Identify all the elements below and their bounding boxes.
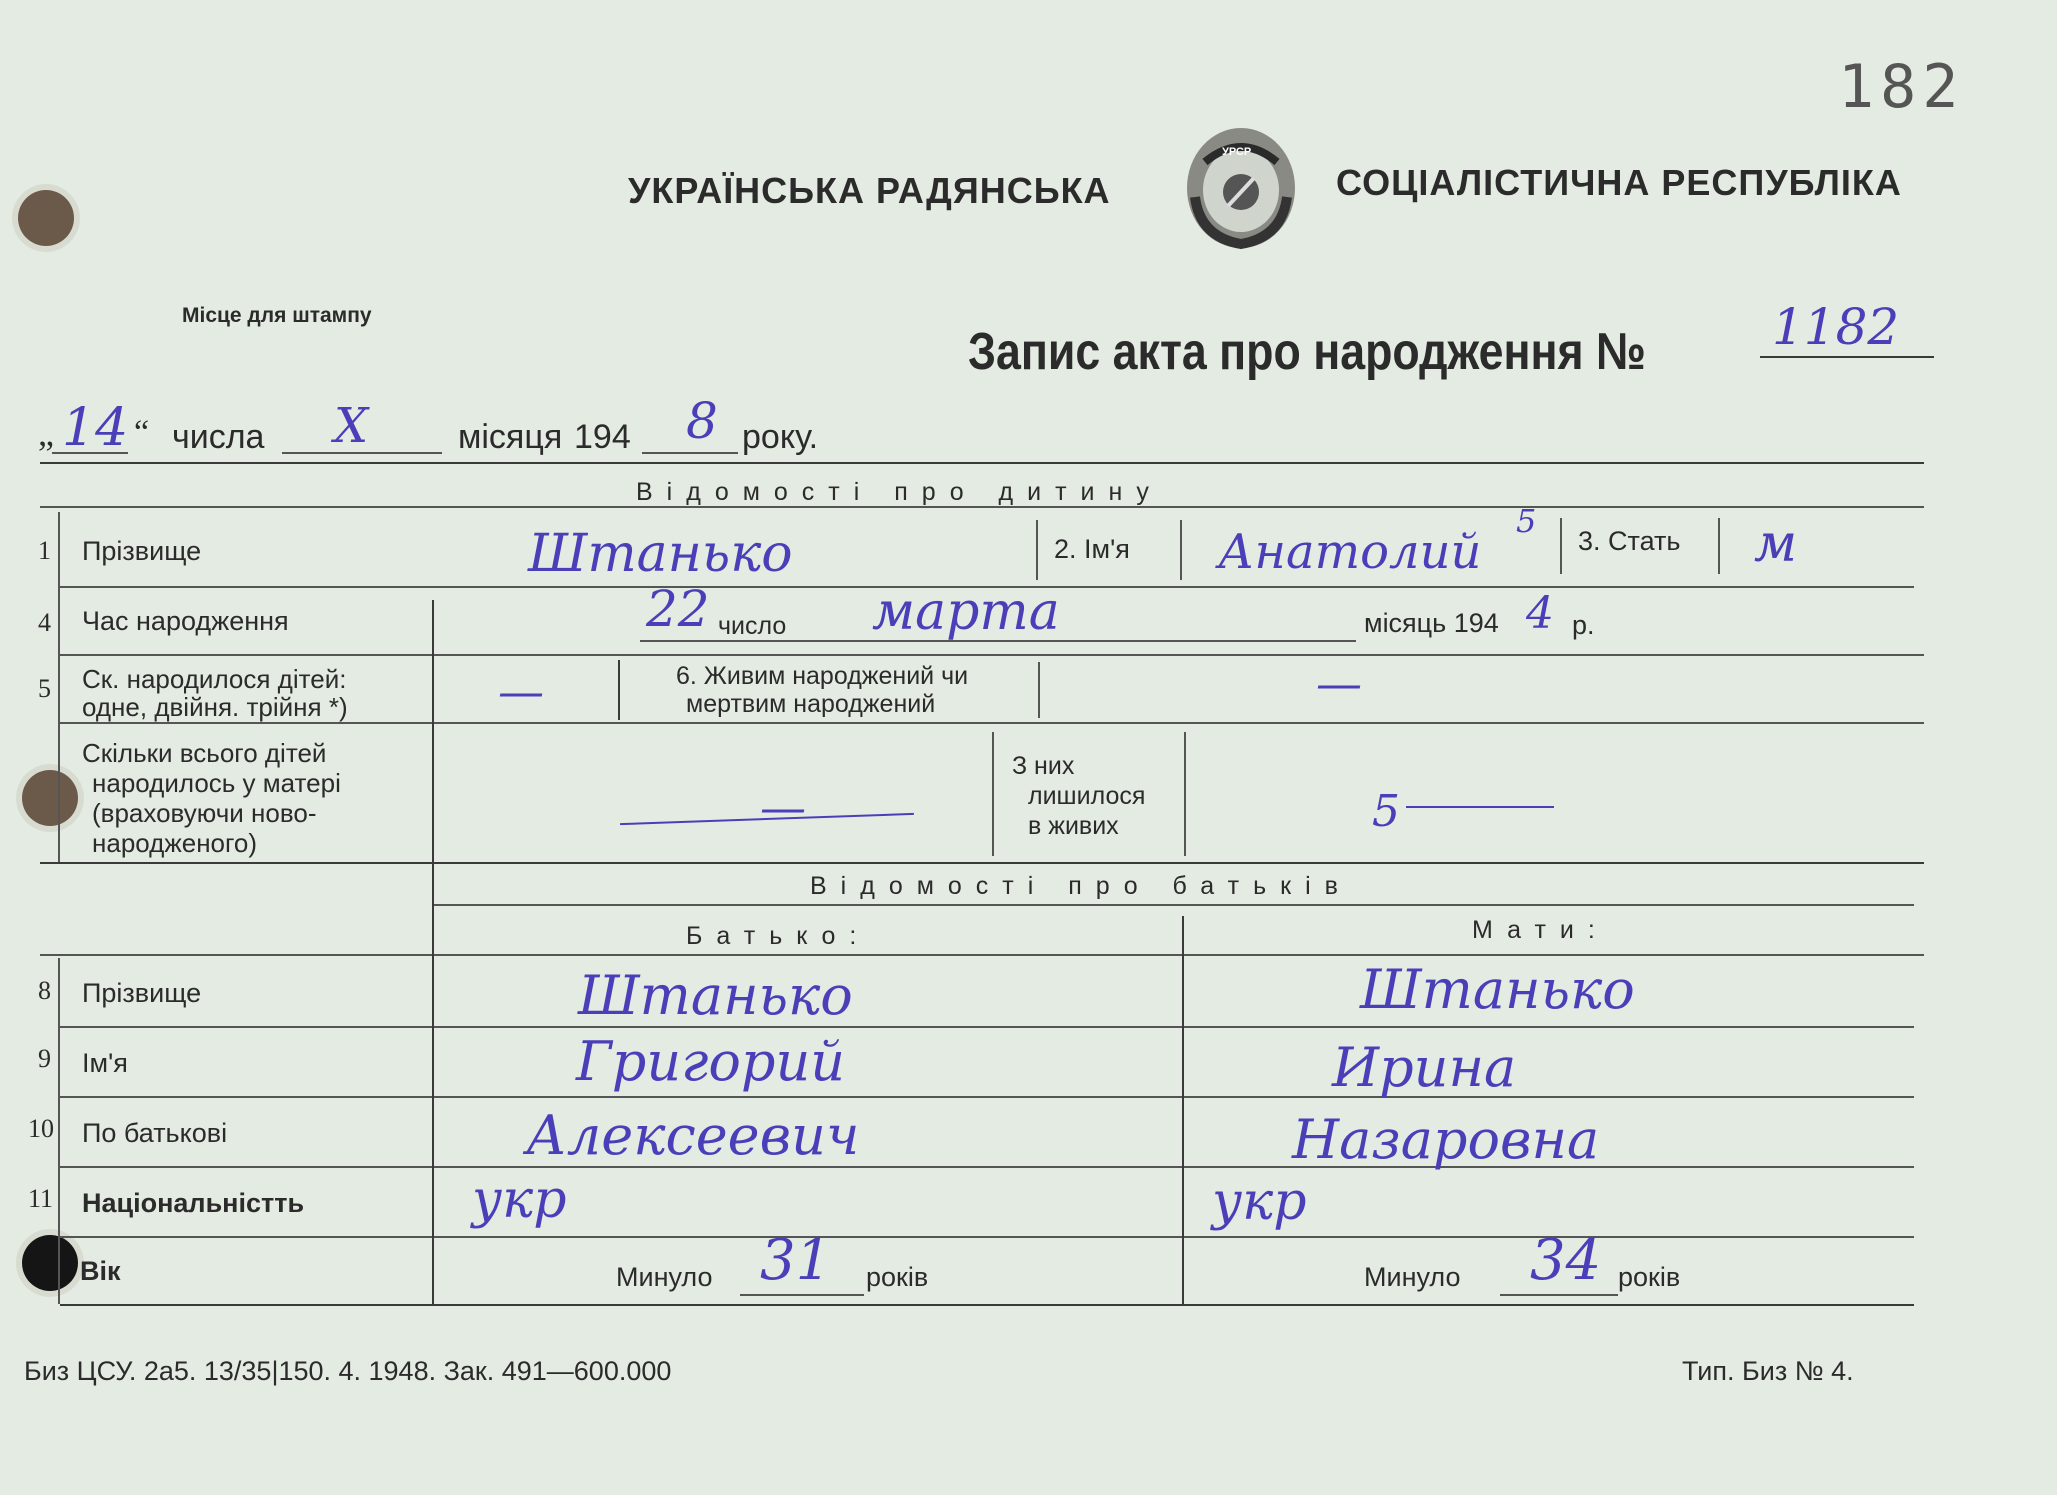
- alive-label-2: мертвим народжений: [686, 690, 936, 718]
- father-age-underline: [740, 1294, 864, 1296]
- state-emblem: [1180, 122, 1302, 254]
- date-year-prefix: 194: [574, 418, 631, 456]
- father-age: 31: [760, 1228, 832, 1293]
- rule-parent-section: [434, 904, 1914, 906]
- total-label-3: (враховуючи ново-: [92, 798, 317, 828]
- col-number: [58, 512, 60, 862]
- date-day-label: числа: [172, 418, 265, 456]
- row-num-11: 11: [28, 1184, 54, 1213]
- living-label-1: З них: [1012, 752, 1075, 780]
- mother-nationality: укр: [1212, 1172, 1307, 1232]
- row-num-9: 9: [38, 1044, 51, 1073]
- col-name-label: [1036, 520, 1038, 580]
- surname-label: Прізвище: [82, 978, 202, 1008]
- child-surname: Штанько: [528, 524, 793, 584]
- living-stroke: [1406, 806, 1554, 808]
- date-year-underline: [642, 452, 738, 454]
- page-number: 182: [1838, 52, 1965, 122]
- father-name: Григорий: [576, 1030, 846, 1093]
- mother-age-underline: [1500, 1294, 1618, 1296]
- col-number-parents: [58, 958, 60, 1304]
- rule-row9: [60, 1096, 1914, 1098]
- living-label-2: лишилося: [1028, 782, 1146, 810]
- date-month-label: місяця: [458, 418, 563, 456]
- patronymic-label: По батькові: [82, 1118, 228, 1148]
- birth-month-label: місяць 194: [1364, 608, 1499, 638]
- row-num-5: 5: [38, 674, 51, 703]
- child-surname-label: Прізвище: [82, 536, 202, 566]
- rule-row8: [60, 1026, 1914, 1028]
- date-day: 14: [62, 398, 129, 458]
- mother-header: Мати:: [1472, 916, 1609, 944]
- date-year-label: року.: [742, 418, 819, 456]
- child-name: Анатолий: [1218, 524, 1482, 580]
- father-age-prefix: Минуло: [616, 1262, 713, 1292]
- binder-hole-bottom: [22, 1235, 78, 1291]
- stamp-place-label: Місце для штампу: [182, 304, 372, 327]
- father-nationality: укр: [472, 1170, 567, 1230]
- row-num-4: 4: [38, 608, 51, 637]
- child-name-superscript: 5: [1516, 502, 1537, 540]
- header-title-left: УКРАЇНСЬКА РАДЯНСЬКА: [628, 170, 1111, 211]
- age-label: Вік: [80, 1256, 121, 1286]
- emblem-text: УРСР: [1222, 146, 1252, 158]
- birth-date-underline: [640, 640, 1356, 642]
- father-age-suffix: років: [866, 1262, 929, 1292]
- total-label-4: народженого): [92, 828, 258, 858]
- date-year-digit: 8: [686, 392, 718, 450]
- rule-row7: [40, 862, 1924, 864]
- date-close-quote: “: [134, 414, 150, 451]
- row-num-1: 1: [38, 536, 51, 565]
- rule-row10: [60, 1166, 1914, 1168]
- date-day-underline: [52, 452, 128, 454]
- binder-hole-top: [18, 190, 74, 246]
- footer-left: Биз ЦСУ. 2а5. 13/35|150. 4. 1948. Зак. 491—600.000: [24, 1356, 672, 1386]
- birth-day: 22: [646, 580, 710, 638]
- mother-age-suffix: років: [1618, 1262, 1681, 1292]
- name-label: Ім'я: [82, 1048, 128, 1078]
- binder-hole-middle: [22, 770, 78, 826]
- parents-section-title: Відомості про батьків: [810, 872, 1352, 900]
- date-month: X: [334, 398, 369, 454]
- col-living-left: [992, 732, 994, 856]
- child-sex-label: 3. Стать: [1578, 526, 1681, 556]
- record-title: Запис акта про народження №: [968, 323, 1646, 381]
- record-number: 1182: [1772, 298, 1900, 356]
- col-sex-label: [1560, 518, 1562, 574]
- rule-bottom: [60, 1304, 1914, 1306]
- multiple-label-1: Ск. народилося дітей:: [82, 664, 347, 694]
- col-alive-right: [1038, 662, 1040, 718]
- rule-top: [40, 462, 1924, 464]
- alive-value: —: [1316, 656, 1362, 710]
- child-sex: м: [1754, 514, 1798, 574]
- alive-label-1: 6. Живим народжений чи: [676, 662, 969, 690]
- total-label-1: Скільки всього дітей: [82, 738, 327, 768]
- child-section-title: Відомості про дитину: [636, 478, 1163, 506]
- footer-right: Тип. Биз № 4.: [1682, 1356, 1854, 1386]
- living-label-3: в живих: [1028, 812, 1119, 840]
- birth-year-digit: 4: [1526, 588, 1554, 639]
- nationality-label: Національністть: [82, 1188, 305, 1218]
- date-month-underline: [282, 452, 442, 454]
- col-sex-value: [1718, 518, 1720, 574]
- birth-time-label: Час народження: [82, 606, 289, 636]
- living-value: 5: [1372, 786, 1400, 837]
- mother-age: 34: [1530, 1228, 1602, 1293]
- row-num-8: 8: [38, 976, 51, 1005]
- father-header: Батько:: [686, 922, 871, 950]
- col-parents-divider: [1182, 916, 1184, 1304]
- rule-row4: [60, 654, 1924, 656]
- record-number-underline: [1760, 356, 1934, 358]
- row-num-10: 10: [28, 1114, 54, 1143]
- col-alive-left: [618, 660, 620, 720]
- birth-day-label: число: [718, 612, 787, 640]
- rule-parent-header: [40, 954, 1924, 956]
- col-label: [432, 600, 434, 1304]
- father-patronymic: Алексеевич: [526, 1104, 860, 1167]
- multiple-label-2: одне, двійня. трійня *): [82, 692, 348, 722]
- mother-surname: Штанько: [1360, 958, 1635, 1021]
- col-name-value: [1180, 520, 1182, 580]
- mother-name: Ирина: [1332, 1036, 1517, 1099]
- rule-row11: [60, 1236, 1914, 1238]
- mother-age-prefix: Минуло: [1364, 1262, 1461, 1292]
- birth-year-label: р.: [1572, 610, 1595, 640]
- father-surname: Штанько: [578, 964, 853, 1027]
- col-living-right: [1184, 732, 1186, 856]
- total-label-2: народилось у матері: [92, 768, 341, 798]
- birth-month: марта: [872, 582, 1060, 642]
- header-title-right: СОЦІАЛІСТИЧНА РЕСПУБЛІКА: [1336, 162, 1902, 203]
- multiple-value: —: [498, 664, 544, 718]
- child-name-label: 2. Ім'я: [1054, 534, 1130, 564]
- total-value: —: [760, 780, 806, 834]
- date-open-quote: „: [38, 413, 54, 453]
- mother-patronymic: Назаровна: [1292, 1108, 1600, 1171]
